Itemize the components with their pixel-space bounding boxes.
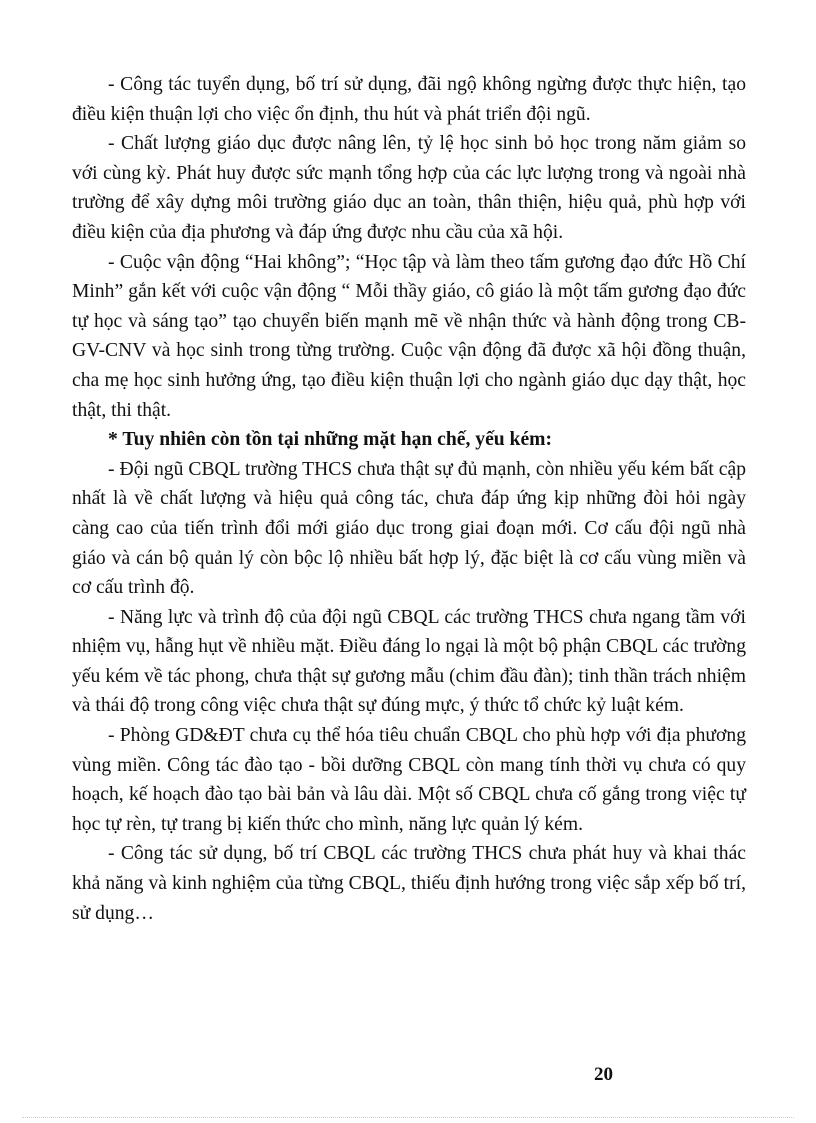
paragraph-assignment: - Công tác sử dụng, bố trí CBQL các trường THCS chưa phát huy và khai thác khả năng và kinh nghiệm của từng CBQL, thiếu định hướng trong việc sắp xếp bố trí, sử dụng… — [72, 843, 746, 924]
page-body — [72, 70, 746, 928]
paragraph-staff-weakness: - Đội ngũ CBQL trường THCS chưa thật sự đủ mạnh, còn nhiều yếu kém bất cập nhất là về chất lượng và hiệu quả công tác, chưa đáp ứng kịp những đòi hỏi ngày càng cao của tiến trình đổi mới giáo dục trong giai đoạn mới. Cơ cấu đội ngũ nhà giáo và cán bộ quản lý còn bộc lộ nhiều bất hợp lý, đặc biệt là cơ cấu vùng miền và cơ cấu trình độ. — [72, 458, 746, 599]
paragraph-department-standards: - Phòng GD&ĐT chưa cụ thể hóa tiêu chuẩn CBQL cho phù hợp với địa phương vùng miền. Công tác đào tạo - bồi dưỡng CBQL còn mang tính thời vụ chưa có quy hoạch, kế hoạch đào tạo bài bản và lâu dài. Một số CBQL chưa cố gắng trong việc tự học tự rèn, tự trang bị kiến thức cho mình, năng lực quản lý kém. — [72, 725, 746, 835]
section-heading-limitations: * Tuy nhiên còn tồn tại những mặt hạn chế, yếu kém: — [108, 429, 552, 451]
paragraph-recruitment: - Công tác tuyển dụng, bố trí sử dụng, đãi ngộ không ngừng được thực hiện, tạo điều kiện thuận lợi cho việc ổn định, thu hút và phát triển đội ngũ. — [72, 74, 746, 125]
paragraph-education-quality: - Chất lượng giáo dục được nâng lên, tỷ lệ học sinh bỏ học trong năm giảm so với cùng kỳ. Phát huy được sức mạnh tổng hợp của các lực lượng trong và ngoài nhà trường để xây dựng môi trường giáo dục an toàn, thân thiện, hiệu quả, phù hợp với điều kiện của địa phương và đáp ứng được nhu cầu của xã hội. — [72, 133, 746, 243]
page-number: 20 — [594, 1064, 613, 1085]
paragraph-capacity: - Năng lực và trình độ của đội ngũ CBQL các trường THCS chưa ngang tầm với nhiệm vụ, hẫng hụt về nhiều mặt. Điều đáng lo ngại là một bộ phận CBQL các trường yếu kém về tác phong, chưa thật sự gương mẫu (chim đầu đàn); tinh thần trách nhiệm và thái độ trong công việc chưa thật sự đúng mực, ý thức tổ chức kỷ luật kém. — [72, 606, 746, 717]
paragraph-campaign: - Cuộc vận động “Hai không”; “Học tập và làm theo tấm gương đạo đức Hồ Chí Minh” gắn kết với cuộc vận động “ Mỗi thầy giáo, cô giáo là một tấm gương đạo đức tự học và sáng tạo” tạo chuyển biến mạnh mẽ về nhận thức và hành động trong CB-GV-CNV và học sinh trong từng trường. Cuộc vận động đã được xã hội đồng thuận, cha mẹ học sinh hưởng ứng, tạo điều kiện thuận lợi cho ngành giáo dục dạy thật, học thật, thi thật. — [72, 251, 746, 421]
page-bottom-divider — [22, 1117, 794, 1118]
